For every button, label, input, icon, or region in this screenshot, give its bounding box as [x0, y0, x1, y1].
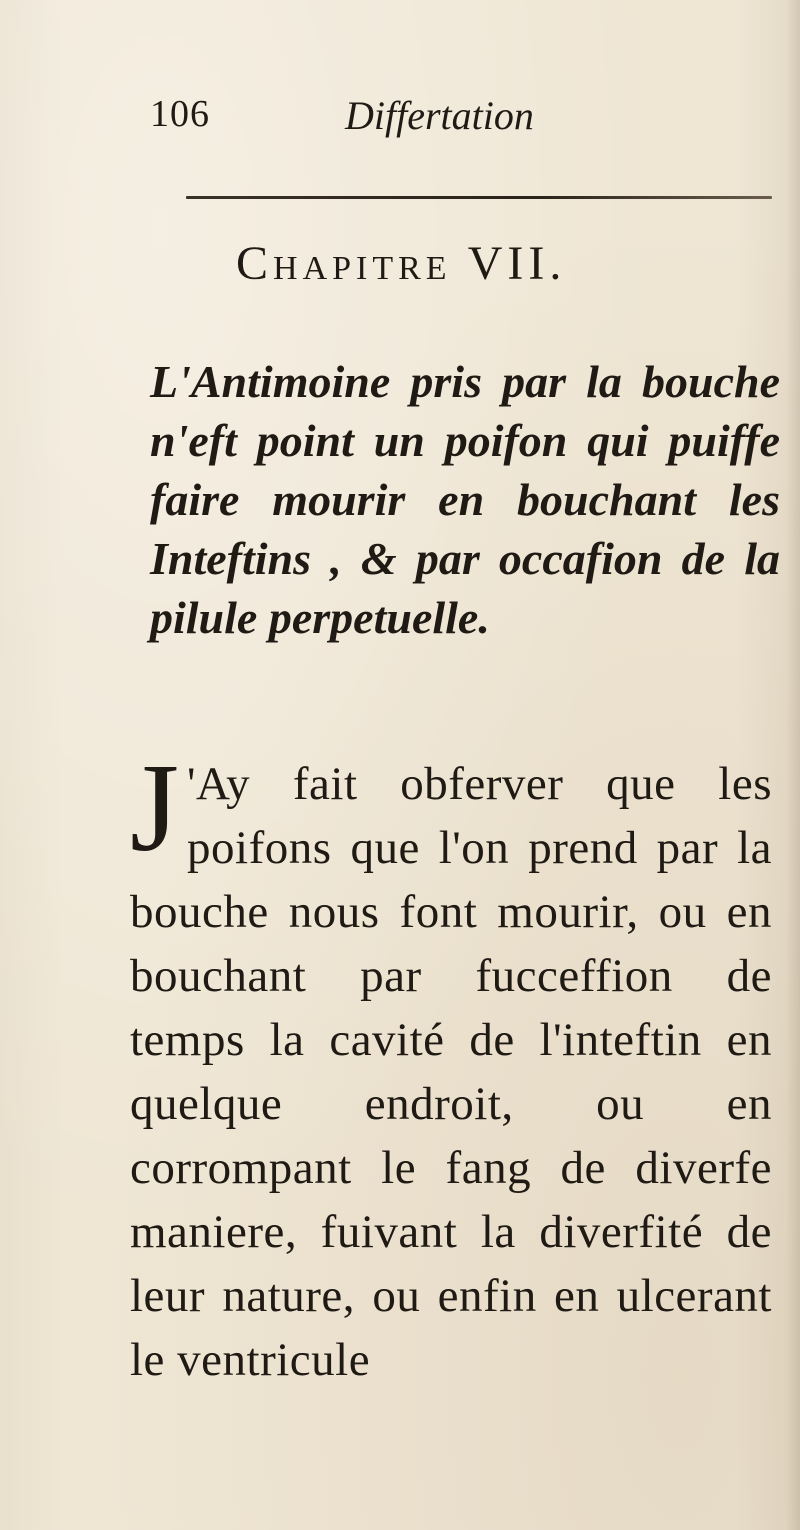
- chapter-subtitle: L'Antimoine pris par la bouche n'eft point un poifon qui puiffe faire mourir en bouchant les Inteftins , & par occafion de la pilule perpetuelle.: [150, 356, 780, 643]
- header-rule: [186, 196, 772, 199]
- page-header: [150, 92, 710, 152]
- body-paragraph: [130, 739, 772, 1392]
- body-text: 'Ay fait obferver que les poifons que l'on prend par la bouche nous font mourir, ou en bouchant par fucceffion de temps la cavité de l'inteftin en quelque endroit, ou en corrompant le fang de diverfe maniere, fuivant la diverfité de leur nature, ou enfin en ulcerant le ventricule: [130, 758, 772, 1386]
- drop-cap: J: [130, 739, 180, 878]
- page-number: 106: [150, 93, 210, 135]
- page-edge-shadow: [786, 0, 800, 1530]
- running-title: Differtation: [345, 93, 534, 138]
- chapter-heading: Chapitre VII.: [236, 237, 567, 290]
